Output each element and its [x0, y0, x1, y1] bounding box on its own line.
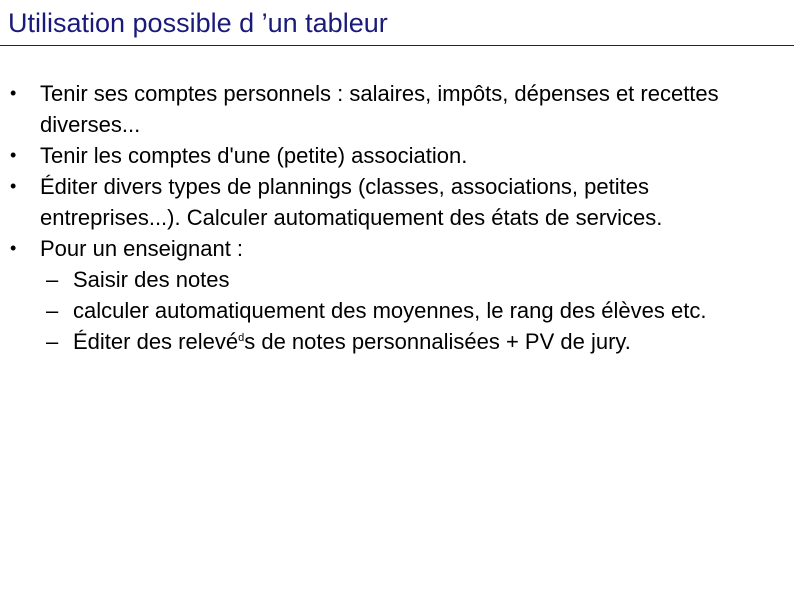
bullet-item [0, 233, 780, 264]
sub-bullet-marker: – [46, 329, 59, 354]
bullet-text: Pour un enseignant : [40, 236, 244, 261]
sub-bullet-marker: – [46, 298, 59, 323]
sub-bullet-text-end: s de notes personnalisées + PV de jury. [244, 329, 631, 354]
sub-bullet-item [0, 264, 783, 295]
slide-title: Utilisation possible d ’un tableur [8, 8, 388, 38]
bullet-text: Tenir les comptes d'une (petite) association. [40, 143, 468, 168]
sub-bullet-text: calculer automatiquement des moyennes, le rang des élèves etc. [73, 298, 707, 323]
title-divider [0, 45, 794, 46]
bullet-item [0, 171, 780, 233]
superscript-mark: d [238, 332, 245, 344]
bullet-item [0, 78, 780, 140]
slide-content [0, 78, 794, 357]
bullet-marker: • [10, 83, 17, 103]
bullet-marker: • [10, 238, 17, 258]
bullet-item [0, 140, 780, 171]
sub-bullet-text-start: Éditer des relevé [73, 329, 239, 354]
bullet-marker: • [10, 176, 17, 196]
bullet-marker: • [10, 145, 17, 165]
sub-bullet-item [0, 295, 783, 326]
bullet-text: Éditer divers types de plannings (classes, associations, petites entreprises...). Calculer automatiquement des états de services. [40, 174, 663, 230]
sub-bullet-item [0, 326, 783, 357]
sub-bullet-marker: – [46, 267, 59, 292]
bullet-text: Tenir ses comptes personnels : salaires, impôts, dépenses et recettes diverses... [40, 81, 719, 137]
sub-bullet-text: Saisir des notes [73, 267, 230, 292]
